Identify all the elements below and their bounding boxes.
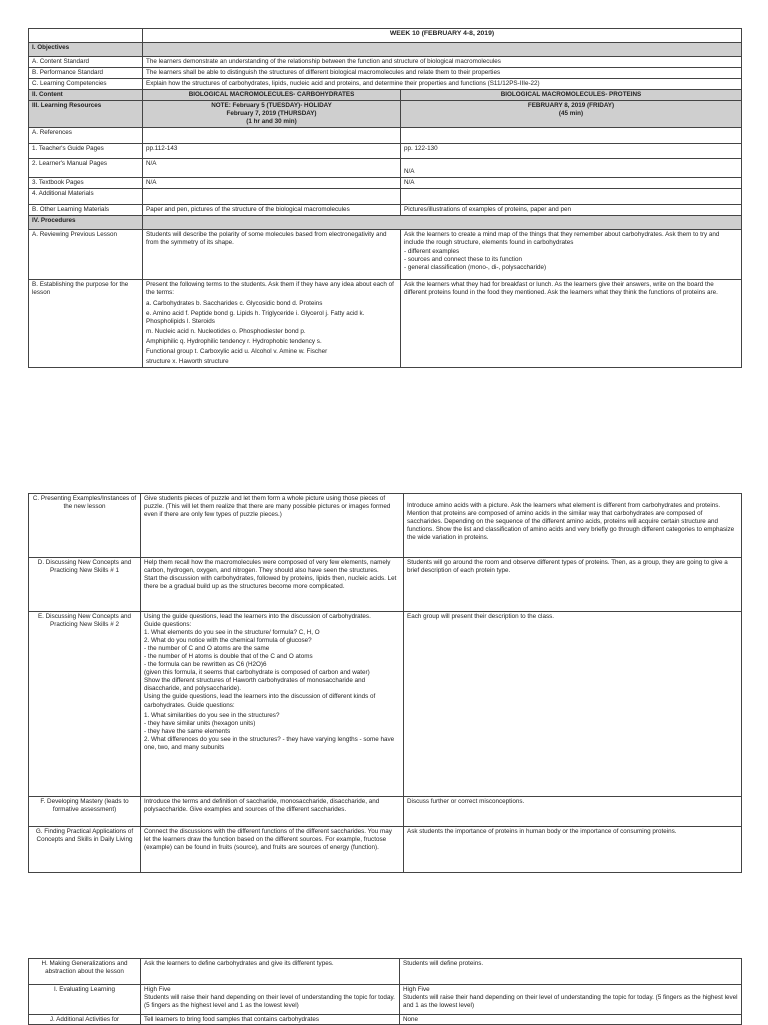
discussing-2-guide-b: 1. What similarities do you see in the structures? - they have similar units (hexagon units) - they have the same elements 2. What differences do you see in the structures? - they have varying lengths - some have one, two, and many subunits (144, 711, 395, 751)
learners-manual-col1: N/A (143, 159, 401, 178)
teachers-guide-col1: pp.112-143 (143, 144, 401, 159)
purpose-term-line: m. Nucleic acid n. Nucleotides o. Phosphodiester bond p. (146, 327, 306, 335)
generalizations-col2: Students will define proteins. (400, 959, 742, 985)
additional-activities-label-text: J. Additional Activities for (49, 1016, 120, 1023)
references-label: A. References (29, 128, 143, 144)
references-col1 (143, 128, 401, 144)
content-standard-label: A. Content Standard (29, 57, 143, 68)
dll-table-page-3 (28, 958, 742, 1025)
performance-standard-label: B. Performance Standard (29, 68, 143, 79)
mastery-col2: Discuss further or correct misconceptions. (404, 797, 742, 827)
generalizations-col1: Ask the learners to define carbohydrates and give its different types. (141, 959, 400, 985)
discussing-2-col1 (141, 612, 404, 797)
other-materials-label: B. Other Learning Materials (29, 205, 143, 216)
textbook-col2: N/A (401, 178, 742, 189)
purpose-col2: Ask the learners what they had for breakfast or lunch. As the learners give their answers, write on the board the different proteins found in the food they mentioned. Ask the learners what they think the functions of proteins are. (401, 280, 742, 367)
content-col2: BIOLOGICAL MACROMOLECULES- PROTEINS (401, 90, 742, 101)
evaluating-col1: High Five Students will raise their hand depending on their level of understanding the topic for today. (5 fingers as the highest level and 1 as the lowest level) (141, 985, 400, 1015)
objectives-title: I. Objectives (29, 43, 143, 57)
resources-col1: NOTE: February 5 (TUESDAY)- HOLIDAY February 7, 2019 (THURSDAY) (1 hr and 30 min) (143, 101, 401, 128)
dll-table-page-2 (28, 493, 742, 873)
reviewing-col2: Ask the learners to create a mind map of the things that they remember about carbohydrates. Ask them to try and include the rough structure, elements found in carbohydrates - different examples - sources and connect these to its function - general classification (mono-, di-, polysaccharide) (401, 230, 742, 280)
purpose-term-line: a. Carbohydrates b. Saccharides c. Glycosidic bond d. Proteins (146, 299, 323, 307)
additional-materials-col2 (401, 189, 742, 205)
objectives-blank (143, 43, 742, 57)
resources-col2: FEBRUARY 8, 2019 (FRIDAY) (45 min) (401, 101, 742, 128)
learners-manual-label: 2. Learner's Manual Pages (29, 159, 143, 178)
purpose-term-line: Amphiphilic q. Hydrophilic tendency r. Hydrophobic tendency s. (146, 337, 322, 345)
mastery-label: F. Developing Mastery (leads to formative assessment) (29, 797, 141, 827)
discussing-2-label: E. Discussing New Concepts and Practicing New Skills # 2 (29, 612, 141, 797)
discussing-1-col1: Help them recall how the macromolecules were composed of very few elements, namely carbon, hydrogen, oxygen, and nitrogen. They should also have seen the structures. Start the discussion with carbohydrates, followed by proteins, lipids then, nucleic acids. Let there be a gradual build up as the structures become more complicated. (141, 558, 404, 612)
purpose-term-line: e. Amino acid f. Peptide bond g. Lipids h. Triglyceride i. Glycerol j. Fatty acid k. Phospholipids l. Steroids (146, 309, 365, 325)
additional-activities-label (29, 1015, 141, 1025)
dll-table-page-1 (28, 28, 742, 368)
applications-col1: Connect the discussions with the different functions of the different saccharides. You may let the learners draw the function based on the different sources. For example, fructose (example) can be found in fruits (source), and fruits are sources of energy (function). (141, 827, 404, 873)
additional-activities-col1 (141, 1015, 400, 1025)
other-materials-col2: Pictures/illustrations of examples of proteins, paper and pen (401, 205, 742, 216)
additional-activities-col2-text: None (403, 1016, 419, 1023)
presenting-col2: Introduce amino acids with a picture. Ask the learners what element is different from carbohydrates and proteins. Mention that proteins are composed of amino acids in the similar way that carbohydrates are composed of saccharides. Depending on the sequence of the different amino acids, proteins will acquire certain structure and functions. Show the list and classification of amino acids and very briefly go through different categories to emphasize the wide variation in proteins. (404, 494, 742, 558)
procedures-blank (143, 216, 742, 230)
procedures-title: IV. Procedures (29, 216, 143, 230)
performance-standard-text: The learners shall be able to distinguish the structures of different biological macromolecules and relate them to their properties (143, 68, 742, 79)
evaluating-label: I. Evaluating Learning (29, 985, 141, 1015)
additional-activities-col2 (400, 1015, 742, 1025)
evaluating-col2: High Five Students will raise their hand depending on their level of understanding the topic for today. (5 fingers as the highest level and 1 as the lowest level) (400, 985, 742, 1015)
mastery-col1: Introduce the terms and definition of saccharide, monosaccharide, disaccharide, and polysaccharide. Give examples and sources of the different saccharides. (141, 797, 404, 827)
discussing-1-col2: Students will go around the room and observe different types of proteins. Then, as a group, they are going to give a brief description of each protein type. (404, 558, 742, 612)
resources-title: III. Learning Resources (29, 101, 143, 128)
teachers-guide-label: 1. Teacher's Guide Pages (29, 144, 143, 159)
purpose-intro: Present the following terms to the students. Ask them if they have any idea about each of the terms: (146, 281, 394, 297)
discussing-2-col2: Each group will present their description to the class. (404, 612, 742, 797)
header-blank-cell (29, 29, 143, 43)
purpose-term-line: Functional group t. Carboxylic acid u. Alcohol v. Amine w. Fischer (146, 347, 328, 355)
textbook-label: 3. Textbook Pages (29, 178, 143, 189)
teachers-guide-col2: pp. 122-130 (401, 144, 742, 159)
applications-label: G. Finding Practical Applications of Concepts and Skills in Daily Living (29, 827, 141, 873)
additional-activities-col1-text: Tell learners to bring food samples that contains carbohydrates (144, 1016, 320, 1023)
applications-col2: Ask students the importance of proteins in human body or the importance of consuming proteins. (404, 827, 742, 873)
content-title: II. Content (29, 90, 143, 101)
reviewing-label: A. Reviewing Previous Lesson (29, 230, 143, 280)
purpose-label: B. Establishing the purpose for the lesson (29, 280, 143, 367)
content-standard-text: The learners demonstrate an understanding of the relationship between the function and structure of biological macromolecules (143, 57, 742, 68)
additional-materials-label: 4. Additional Materials (29, 189, 143, 205)
competencies-label: C. Learning Competencies (29, 79, 143, 90)
purpose-term-line: structure x. Haworth structure (146, 357, 229, 365)
presenting-label: C. Presenting Examples/Instances of the new lesson (29, 494, 141, 558)
content-col1: BIOLOGICAL MACROMOLECULES- CARBOHYDRATES (143, 90, 401, 101)
week-title: WEEK 10 (FEBRUARY 4-8, 2019) (143, 29, 742, 43)
competencies-text: Explain how the structures of carbohydrates, lipids, nucleic acid and proteins, and determine their properties and functions (S11/12PS-IIIe-22) (143, 79, 742, 90)
reviewing-col1: Students will describe the polarity of some molecules based from electronegativity and from the symmetry of its shape. (143, 230, 401, 280)
discussing-1-label: D. Discussing New Concepts and Practicing New Skills # 1 (29, 558, 141, 612)
learners-manual-col2: N/A (401, 159, 742, 178)
discussing-2-guide-a: Using the guide questions, lead the learners into the discussion of carbohydrates. Guide questions: 1. What elements do you see in the structure/ formula? C, H, O 2. What do you notice with the chemical formula of glucose? - the number of C and O atoms are the same - the number of H atoms is double that of the C and O atoms - the formula can be rewritten as C6 (H2O)6 (given this formula, it seems that carbohydrate is composed of carbon and water) Show the different structures of Haworth carbohydrates of monosaccharide and disaccharide, and polysaccharide). Using the guide questions, lead the learners into the discussion of different kinds of carbohydrates. Guide questions: (144, 613, 376, 709)
additional-materials-col1 (143, 189, 401, 205)
generalizations-label: H. Making Generalizations and abstraction about the lesson (29, 959, 141, 985)
textbook-col1: N/A (143, 178, 401, 189)
references-col2 (401, 128, 742, 144)
other-materials-col1: Paper and pen, pictures of the structure of the biological macromolecules (143, 205, 401, 216)
presenting-col1: Give students pieces of puzzle and let them form a whole picture using those pieces of puzzle. (This will let them realize that there are many possible pictures or images formed even if there are only few types of puzzle pieces.) (141, 494, 404, 558)
purpose-col1 (143, 280, 401, 367)
